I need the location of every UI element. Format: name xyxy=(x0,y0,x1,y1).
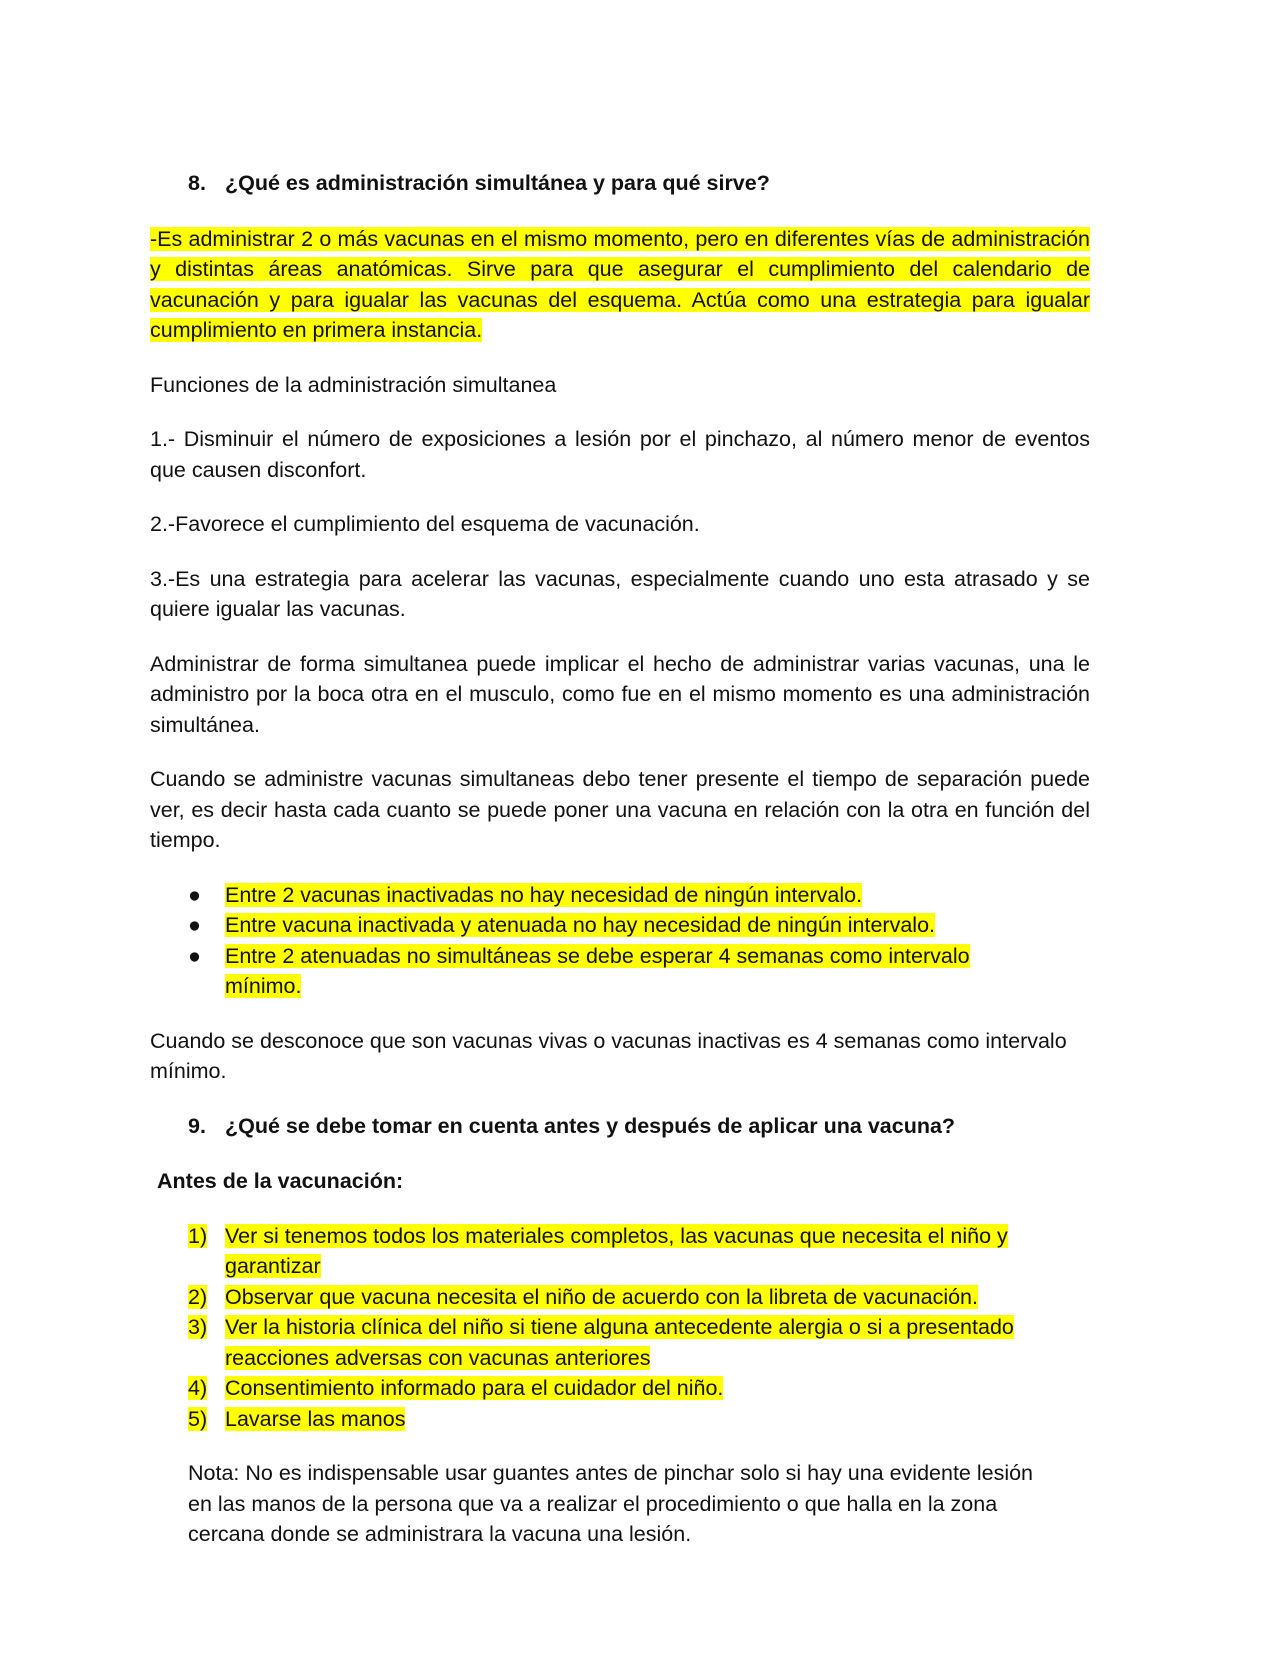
question-8-answer-text: -Es administrar 2 o más vacunas en el mismo momento, pero en diferentes vías de administración y distintas áreas anatómicas. Sirve para que asegurar el cumplimiento del calendario de vacunación y para igualar las vacunas del esquema. Actúa como una estrategia para igualar cumplimiento en primera instancia. xyxy=(150,226,1090,342)
note-paragraph: Nota: No es indispensable usar guantes antes de pinchar solo si hay una evidente lesión en las manos de la persona que va a realizar el procedimiento o que halla en la zona cercana donde se administrara la vacuna una lesión. xyxy=(188,1461,1034,1546)
bullet-icon: ● xyxy=(188,943,201,968)
bullet-item xyxy=(188,880,1008,911)
bullet-item xyxy=(188,910,1008,941)
step-marker: 5) xyxy=(188,1406,208,1431)
step-item xyxy=(188,1221,1038,1282)
function-item-3: 3.-Es una estrategia para acelerar las vacunas, especialmente cuando uno esta atrasado y se quiere igualar las vacunas. xyxy=(150,566,1090,621)
step-text: Ver si tenemos todos los materiales completos, las vacunas que necesita el niño y garantizar xyxy=(225,1223,1008,1278)
step-text: Consentimiento informado para el cuidador del niño. xyxy=(225,1376,724,1400)
step-item xyxy=(188,1312,1038,1373)
question-8-title: ¿Qué es administración simultánea y para qué sirve? xyxy=(225,171,770,195)
bullet-text: Entre vacuna inactivada y atenuada no hay necesidad de ningún intervalo. xyxy=(225,913,936,937)
function-item-2: 2.-Favorece el cumplimiento del esquema de vacunación. xyxy=(150,512,700,536)
before-vaccination-heading: Antes de la vacunación: xyxy=(157,1169,404,1193)
functions-title: Funciones de la administración simultanea xyxy=(150,372,557,397)
bullet-text: Entre 2 vacunas inactivadas no hay necesidad de ningún intervalo. xyxy=(225,882,863,907)
question-9-title: ¿Qué se debe tomar en cuenta antes y después de aplicar una vacuna? xyxy=(225,1113,956,1138)
question-8-heading xyxy=(150,168,1090,199)
step-marker: 2) xyxy=(188,1284,208,1309)
step-item xyxy=(188,1404,1038,1435)
step-text: Observar que vacuna necesita el niño de acuerdo con la libreta de vacunación. xyxy=(225,1284,978,1309)
simultaneous-paragraph: Administrar de forma simultanea puede implicar el hecho de administrar varias vacunas, una le administro por la boca otra en el musculo, como fue en el mismo momento es una administración simultánea. xyxy=(150,651,1090,737)
step-item xyxy=(188,1373,1038,1404)
before-vaccination-steps xyxy=(150,1221,1038,1435)
interval-bullet-list xyxy=(150,880,1008,1002)
unknown-vaccine-paragraph: Cuando se desconoce que son vacunas vivas o vacunas inactivas es 4 semanas como intervalo mínimo. xyxy=(150,1028,1067,1083)
step-marker: 4) xyxy=(188,1376,208,1400)
bullet-item xyxy=(188,941,1008,1002)
step-marker: 3) xyxy=(188,1315,208,1339)
step-item xyxy=(188,1282,1038,1313)
bullet-icon: ● xyxy=(188,882,201,907)
step-text: Lavarse las manos xyxy=(225,1406,406,1431)
bullet-icon: ● xyxy=(188,913,201,937)
question-9-heading xyxy=(150,1111,1090,1142)
bullet-text: Entre 2 atenuadas no simultáneas se debe esperar 4 semanas como intervalo mínimo. xyxy=(225,943,970,998)
document-content xyxy=(150,168,1090,1574)
question-8-answer xyxy=(150,224,1090,346)
interval-paragraph: Cuando se administre vacunas simultaneas debo tener presente el tiempo de separación puede ver, es decir hasta cada cuanto se puede poner una vacuna en relación con la otra en función del tiempo. xyxy=(150,767,1090,852)
step-text: Ver la historia clínica del niño si tiene alguna antecedente alergia o si a presentado reacciones adversas con vacunas anteriores xyxy=(225,1315,1014,1370)
step-marker: 1) xyxy=(188,1223,208,1248)
question-8-number: 8. xyxy=(188,171,206,195)
question-9-number: 9. xyxy=(188,1113,206,1138)
function-item-1: 1.- Disminuir el número de exposiciones a lesión por el pinchazo, al número menor de eventos que causen disconfort. xyxy=(150,427,1090,482)
